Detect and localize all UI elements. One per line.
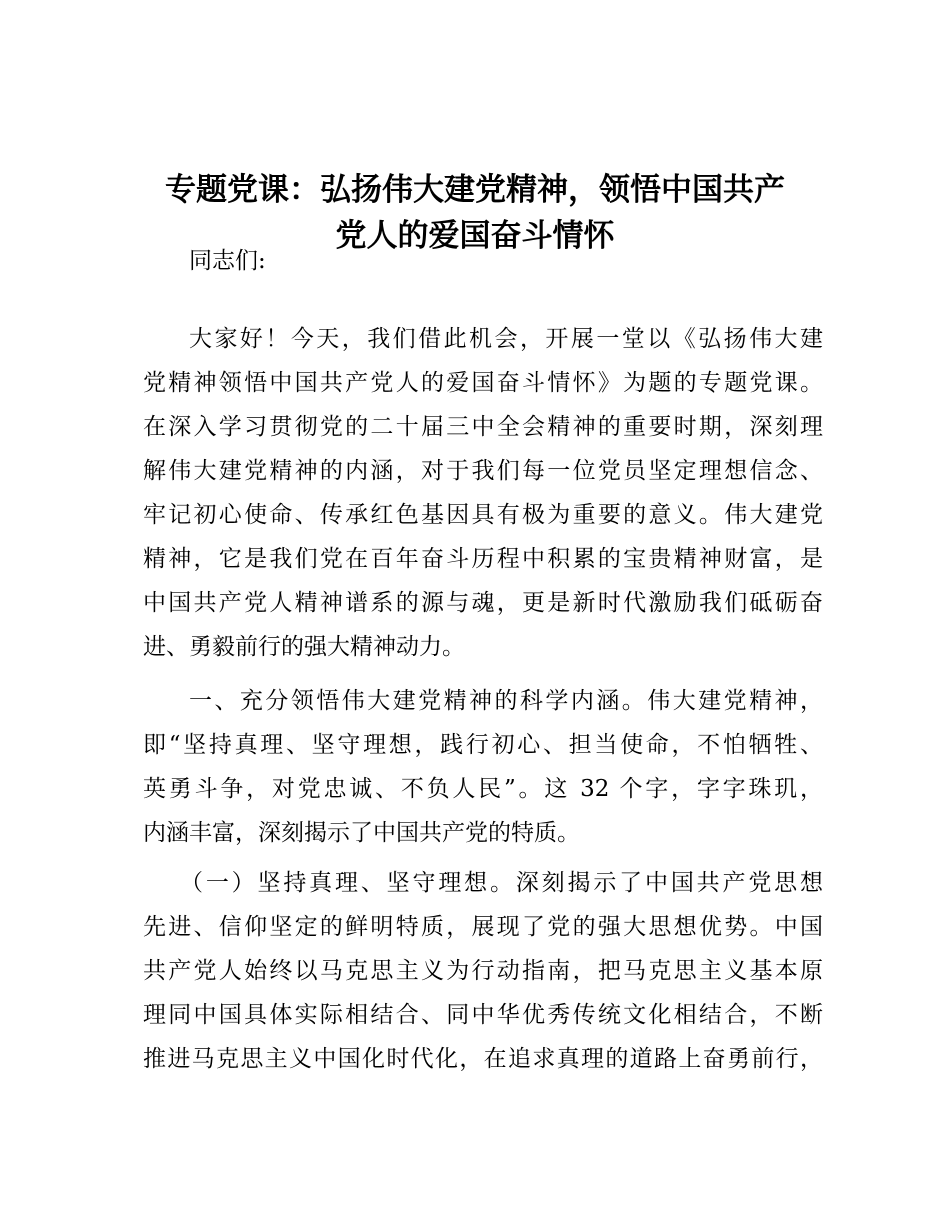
paragraph-1-line: 中国共产党人精神谱系的源与魂，更是新时代激励我们砥砺奋 [143, 590, 823, 616]
paragraph-1-line: 大家好！今天，我们借此机会，开展一堂以《弘扬伟大建 [189, 326, 823, 352]
paragraph-1-line: 精神，它是我们党在百年奋斗历程中积累的宝贵精神财富，是 [143, 546, 823, 572]
paragraph-2-line: 内涵丰富，深刻揭示了中国共产党的特质。 [143, 820, 580, 846]
document-title-line-1: 专题党课：弘扬伟大建党精神，领悟中国共产 [165, 172, 785, 208]
paragraph-3-line: 推进马克思主义中国化时代化，在追求真理的道路上奋勇前行， [143, 1046, 823, 1072]
paragraph-3-line: 理同中国具体实际相结合、同中华优秀传统文化相结合，不断 [143, 1002, 823, 1028]
paragraph-2-line: 一、充分领悟伟大建党精神的科学内涵。伟大建党精神， [189, 688, 823, 714]
paragraph-2-line: 英勇斗争，对党忠诚、不负人民”。这 32 个字，字字珠玑， [143, 776, 823, 802]
paragraph-3-line: 共产党人始终以马克思主义为行动指南，把马克思主义基本原 [143, 958, 823, 984]
salutation: 同志们: [189, 248, 266, 274]
document-title-line-2: 党人的爱国奋斗情怀 [335, 218, 615, 254]
paragraph-1-line: 在深入学习贯彻党的二十届三中全会精神的重要时期，深刻理 [143, 414, 823, 440]
paragraph-3-line: （一）坚持真理、坚守理想。深刻揭示了中国共产党思想 [180, 870, 823, 896]
paragraph-1-line: 牢记初心使命、传承红色基因具有极为重要的意义。伟大建党 [143, 502, 823, 528]
paragraph-1-line: 解伟大建党精神的内涵，对于我们每一位党员坚定理想信念、 [143, 458, 823, 484]
paragraph-2-line: 即“坚持真理、坚守理想，践行初心、担当使命，不怕牺牲、 [143, 732, 823, 758]
paragraph-1-line: 进、勇毅前行的强大精神动力。 [143, 634, 465, 660]
paragraph-1-line: 党精神领悟中国共产党人的爱国奋斗情怀》为题的专题党课。 [143, 370, 823, 396]
paragraph-3-line: 先进、信仰坚定的鲜明特质，展现了党的强大思想优势。中国 [143, 914, 823, 940]
